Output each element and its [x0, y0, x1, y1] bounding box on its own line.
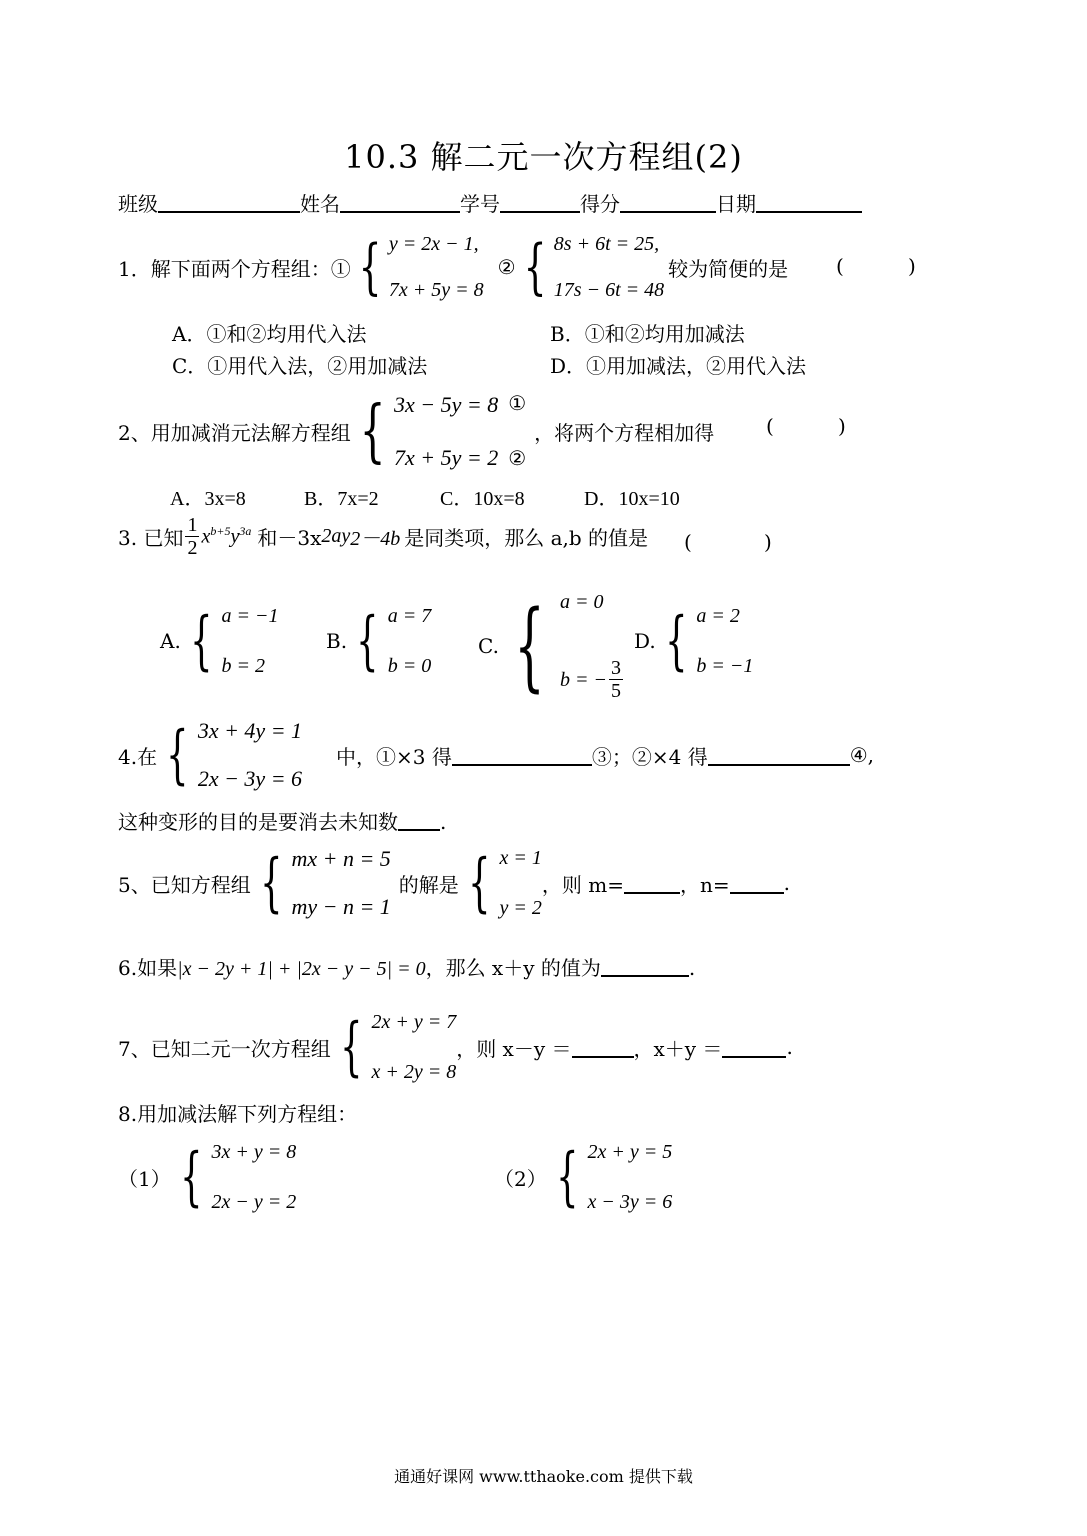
q6-tail: ，那么 x＋y 的值为 — [425, 956, 601, 980]
q7-system — [331, 1010, 456, 1084]
q8-label-1: （1） — [118, 1166, 171, 1191]
q7-end: . — [786, 1035, 793, 1059]
q3-c-frac-den: 5 — [611, 680, 622, 702]
q5-system — [251, 846, 391, 920]
q3-d-eq2: b = −1 — [696, 655, 754, 677]
q1-sys1-eq2: 7x + 5y = 8 — [388, 279, 484, 301]
q6-prompt: 6.如果 — [118, 956, 178, 980]
q1-option-b[interactable]: B．①和②均用加减法 — [550, 322, 745, 346]
q1-option-c[interactable]: C．①用代入法，②用加减法 — [172, 354, 428, 378]
q8-problem-1 — [118, 1140, 296, 1214]
q1-option-a[interactable]: A．①和②均用代入法 — [172, 322, 367, 346]
q7-blank-1[interactable] — [572, 1036, 634, 1058]
q3-option-a[interactable] — [160, 604, 279, 678]
q1-prompt: 1．解下面两个方程组：① — [118, 256, 351, 281]
q2-prompt: 2、用加减消元法解方程组 — [118, 421, 351, 445]
number-blank[interactable] — [500, 191, 580, 213]
q4-end: ④, — [849, 743, 875, 767]
brace-icon: { — [664, 604, 688, 678]
brace-icon: { — [189, 604, 213, 678]
q8-sys1-eq1: 3x + y = 8 — [211, 1141, 297, 1163]
q4-mid1: 中，①×3 得 — [336, 744, 452, 769]
score-blank[interactable] — [620, 191, 716, 213]
q3-option-b-label: B. — [326, 629, 348, 653]
q3-paren-open: ( — [684, 530, 692, 554]
q1-tail: 较为简便的是 — [668, 256, 789, 281]
date-blank[interactable] — [756, 191, 862, 213]
q8-sys2-eq1: 2x + y = 5 — [587, 1141, 673, 1163]
q6-expression: |x − 2y + 1| + |2x − y − 5| = 0 — [177, 958, 426, 980]
q5-sol-x: x = 1 — [499, 847, 542, 869]
brace-icon: { — [339, 1010, 363, 1084]
q3-option-c-label: C. — [478, 634, 499, 658]
q2-paren-open: ( — [766, 414, 774, 438]
q3-x1: x — [201, 525, 211, 548]
q1-mark-2: ② — [497, 255, 516, 279]
q3-fraction — [185, 514, 199, 559]
q3-c-fraction — [609, 657, 623, 702]
q5-end: . — [783, 871, 790, 895]
q5-eq1: mx + n = 5 — [291, 846, 391, 871]
question-4 — [118, 718, 874, 792]
q3-x1-exp: b+5 — [210, 524, 231, 539]
q1-system-2 — [516, 232, 665, 302]
question-5 — [118, 846, 790, 920]
q1-sys1-eq1: y = 2x − 1, — [388, 233, 479, 255]
q2-mark-2: ② — [508, 448, 527, 470]
brace-icon: { — [259, 846, 283, 920]
class-blank[interactable] — [158, 191, 300, 213]
q3-option-c[interactable] — [478, 590, 623, 702]
q2-system — [351, 392, 526, 471]
brace-icon: { — [356, 604, 379, 678]
q7-eq1: 2x + y = 7 — [371, 1011, 457, 1033]
q1-paren-close: ) — [908, 254, 916, 278]
name-blank[interactable] — [340, 191, 460, 213]
q5-eq2: my − n = 1 — [291, 893, 391, 919]
q7-prompt: 7、已知二元一次方程组 — [118, 1036, 331, 1061]
brace-icon: { — [358, 232, 382, 302]
q6-blank[interactable] — [601, 955, 689, 977]
brace-icon: { — [166, 718, 189, 792]
q8-sys2-eq2: x − 3y = 6 — [587, 1191, 673, 1213]
brace-icon: { — [555, 1140, 579, 1214]
q1-paren-open: ( — [836, 254, 844, 278]
q3-a-eq1: a = −1 — [221, 605, 279, 627]
q3-mid: 和－3x — [257, 526, 322, 550]
q4-blank-1[interactable] — [452, 744, 592, 766]
q4-eq2: 2x − 3y = 6 — [197, 765, 303, 791]
brace-icon: { — [179, 1140, 203, 1214]
q4-system — [157, 718, 302, 792]
q3-frac-den: 2 — [187, 537, 198, 559]
number-label: 学号 — [460, 192, 500, 216]
q3-c-eq2-prefix: b = − — [560, 668, 608, 691]
q4-blank-2[interactable] — [708, 744, 850, 766]
date-label: 日期 — [716, 192, 756, 216]
question-7 — [118, 1010, 793, 1084]
q2-option-d[interactable]: D．10x=10 — [584, 488, 680, 510]
q1-option-d[interactable]: D．①用加减法，②用代入法 — [550, 354, 807, 378]
q3-y2-exp: 2－4b — [350, 528, 401, 550]
q5-tail-m: ，则 m= — [541, 872, 624, 897]
name-label: 姓名 — [300, 192, 340, 216]
page-title: 10.3 解二元一次方程组(2) — [344, 138, 743, 176]
q3-b-eq1: a = 7 — [387, 605, 432, 627]
score-label: 得分 — [580, 192, 620, 216]
class-label: 班级 — [118, 192, 158, 216]
q3-option-b[interactable] — [326, 604, 431, 678]
q5-blank-m[interactable] — [624, 872, 680, 894]
q4-blank-3[interactable] — [398, 809, 440, 831]
q3-option-d-label: D. — [634, 629, 656, 653]
q3-x2-exp: 2a — [321, 525, 342, 547]
q3-c-eq2 — [560, 657, 623, 702]
q8-problem-2 — [494, 1140, 672, 1214]
q8-prompt: 8.用加减法解下列方程组： — [118, 1102, 358, 1126]
q5-mid: 的解是 — [398, 872, 459, 897]
q3-y1-exp: 3a — [239, 524, 252, 539]
q8-label-2: （2） — [494, 1166, 547, 1191]
q3-option-d[interactable] — [634, 604, 753, 678]
question-6 — [118, 952, 695, 981]
q4-mid2: ③；②×4 得 — [591, 744, 708, 769]
q3-a-eq2: b = 2 — [221, 655, 266, 677]
q3-c-frac-num: 3 — [611, 657, 622, 679]
q2-option-a[interactable]: A．3x=8 — [170, 488, 246, 510]
q4-eq1: 3x + 4y = 1 — [197, 718, 303, 743]
brace-icon: { — [467, 846, 491, 920]
q2-eq2: 7x + 5y = 2 — [394, 444, 499, 470]
q5-blank-n[interactable] — [730, 872, 784, 894]
q5-solution — [459, 846, 542, 920]
question-1 — [118, 232, 788, 302]
q4-prompt: 4.在 — [118, 744, 158, 769]
q3-b-eq2: b = 0 — [387, 655, 432, 677]
brace-icon: { — [523, 232, 547, 302]
q6-end: . — [688, 956, 696, 980]
q2-option-c[interactable]: C．10x=8 — [440, 488, 525, 510]
q5-prompt: 5、已知方程组 — [118, 872, 251, 897]
question-3 — [118, 514, 648, 559]
q3-y1: y — [230, 525, 240, 548]
q4-line2-text: 这种变形的目的是要消去未知数 — [118, 810, 398, 834]
question-2 — [118, 392, 714, 471]
q5-tail-n: ，n= — [679, 872, 730, 897]
brace-icon: { — [359, 392, 386, 471]
q3-d-eq1: a = 2 — [696, 605, 740, 627]
brace-icon: { — [514, 590, 545, 702]
q2-mark-1: ① — [508, 393, 527, 415]
q3-c-eq1: a = 0 — [560, 591, 604, 613]
q2-option-b[interactable]: B．7x=2 — [304, 488, 379, 510]
q7-blank-2[interactable] — [722, 1036, 786, 1058]
q2-paren-close: ) — [838, 414, 846, 438]
q3-paren-close: ) — [764, 530, 772, 554]
q2-tail: ，将两个方程相加得 — [534, 421, 715, 445]
q1-sys2-eq2: 17s − 6t = 48 — [553, 279, 665, 301]
q3-option-a-label: A. — [160, 629, 181, 653]
q4-line2-end: . — [440, 810, 447, 834]
q7-tail1: ，则 x－y ＝ — [456, 1036, 572, 1061]
q3-tail: 是同类项，那么 a,b 的值是 — [404, 526, 649, 550]
q3-prompt: 3. 已知 — [118, 526, 184, 550]
page-footer: 通通好课网 www.tthaoke.com 提供下载 — [394, 1467, 693, 1486]
q3-frac-num: 1 — [187, 514, 198, 536]
q7-eq2: x + 2y = 8 — [371, 1061, 457, 1083]
q2-eq1: 3x − 5y = 8 — [394, 392, 499, 417]
q5-sol-y: y = 2 — [499, 897, 542, 919]
student-info-line — [118, 188, 862, 217]
q1-system-1 — [351, 232, 484, 302]
q3-term1 — [201, 524, 251, 549]
q7-tail2: ，x＋y ＝ — [633, 1036, 723, 1061]
q8-sys1-eq2: 2x − y = 2 — [211, 1191, 297, 1213]
q1-sys2-eq1: 8s + 6t = 25, — [553, 233, 660, 255]
q3-y2: y — [341, 525, 351, 547]
q4-line-2 — [118, 806, 446, 835]
